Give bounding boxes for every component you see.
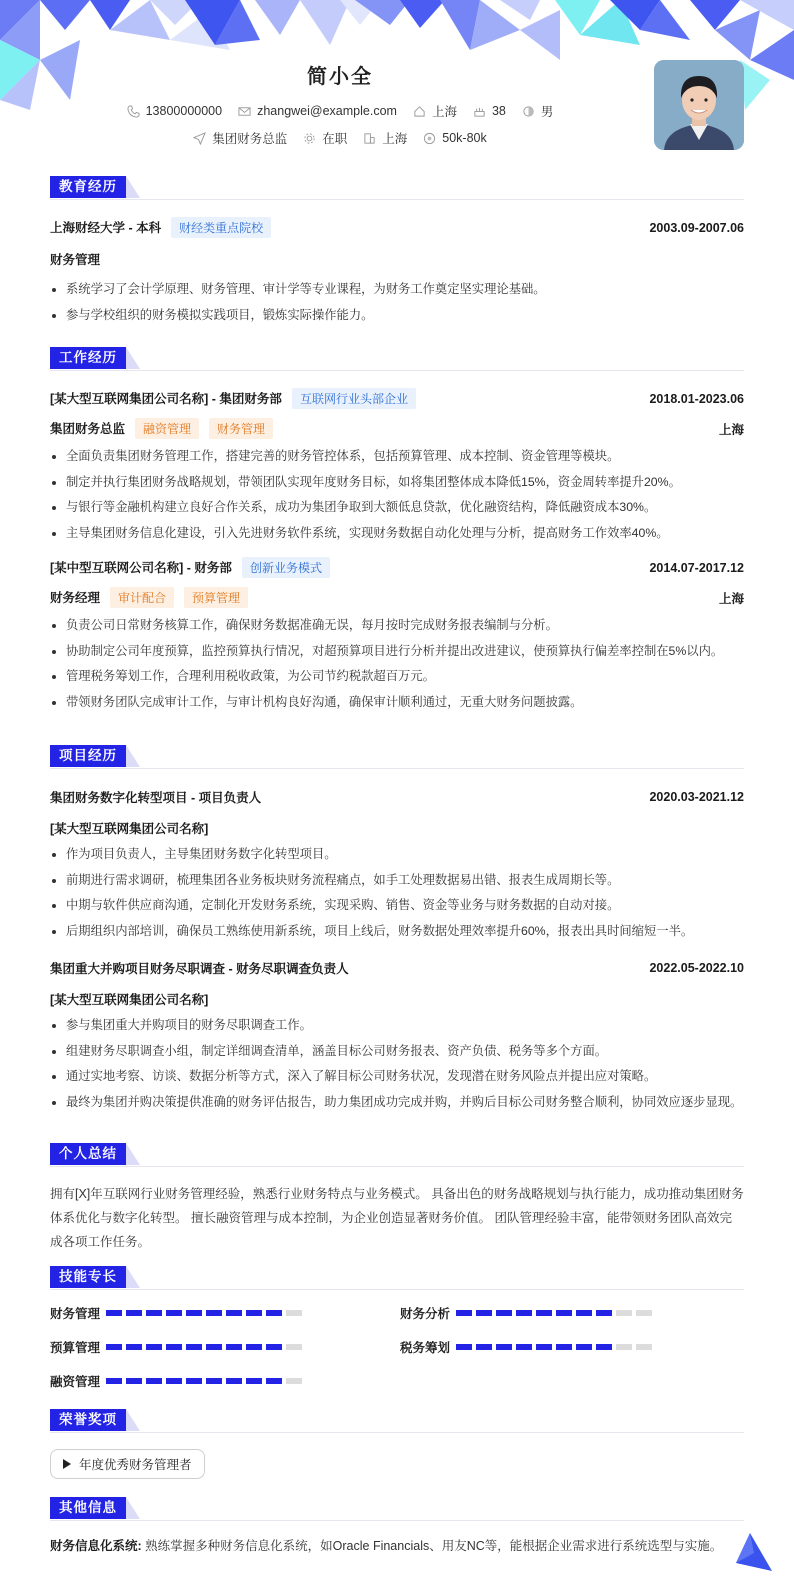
project-row bbox=[50, 959, 744, 977]
skill-level-bar bbox=[106, 1344, 306, 1350]
skill-name: 融资管理 bbox=[50, 1375, 101, 1389]
skill-segment bbox=[516, 1344, 532, 1350]
phone-item bbox=[127, 104, 222, 118]
position-item bbox=[193, 129, 287, 147]
skill-segment bbox=[266, 1344, 282, 1350]
project-date: 2022.05-2022.10 bbox=[649, 961, 744, 975]
skill-name: 财务管理 bbox=[50, 1307, 101, 1321]
skill-level-bar bbox=[106, 1378, 306, 1384]
position-text: 集团财务总监 bbox=[212, 132, 288, 146]
role-row bbox=[50, 587, 744, 608]
project-header bbox=[50, 745, 744, 769]
skill-name: 税务筹划 bbox=[400, 1341, 451, 1355]
skill-level-bar bbox=[456, 1344, 656, 1350]
email-item bbox=[238, 104, 397, 118]
project-title: 集团财务数字化转型项目 - 项目负责人 bbox=[50, 791, 262, 805]
list-item: 制定并执行集团财务战略规划，带领团队实现年度财务目标，如将集团整体成本降低15%，资金周转率提升20%。 bbox=[50, 470, 744, 496]
skill-segment bbox=[596, 1344, 612, 1350]
job-row bbox=[50, 557, 744, 578]
education-section bbox=[50, 176, 744, 328]
skill-segment bbox=[246, 1310, 262, 1316]
skill-segment bbox=[206, 1310, 222, 1316]
company-name: [某中型互联网公司名称] - 财务部 bbox=[50, 561, 232, 575]
list-item: 管理税务筹划工作，合理利用税收政策，为公司节约税款超百万元。 bbox=[50, 664, 744, 690]
skill-segment bbox=[226, 1310, 242, 1316]
list-item: 主导集团财务信息化建设，引入先进财务软件系统，实现财务数据自动化处理与分析，提高财务工作效率40%。 bbox=[50, 521, 744, 547]
skill-row bbox=[50, 1338, 306, 1356]
section-title: 个人总结 bbox=[50, 1143, 126, 1165]
company-tag: 创新业务模式 bbox=[242, 557, 330, 578]
skill-segment bbox=[516, 1310, 532, 1316]
skill-level-bar bbox=[106, 1310, 306, 1316]
salary-icon bbox=[423, 132, 436, 145]
gender-text: 男 bbox=[540, 105, 554, 119]
school-name: 上海财经大学 - 本科 bbox=[50, 221, 162, 235]
age-text: 38 bbox=[491, 104, 506, 118]
job-row bbox=[0, 129, 680, 147]
skill-segment bbox=[596, 1310, 612, 1316]
job-location: 上海 bbox=[718, 591, 744, 606]
skill-name: 预算管理 bbox=[50, 1341, 101, 1355]
job-bullets bbox=[50, 613, 744, 715]
project-company: [某大型互联网集团公司名称] bbox=[50, 993, 209, 1007]
skill-segment bbox=[496, 1310, 512, 1316]
project-company: [某大型互联网集团公司名称] bbox=[50, 822, 209, 836]
section-title: 项目经历 bbox=[50, 745, 126, 767]
role-tag: 融资管理 bbox=[135, 418, 199, 439]
skill-level-bar bbox=[456, 1310, 656, 1316]
section-title: 其他信息 bbox=[50, 1497, 126, 1519]
project-date: 2020.03-2021.12 bbox=[649, 790, 744, 804]
skill-segment bbox=[106, 1310, 122, 1316]
skill-segment bbox=[556, 1310, 572, 1316]
job-date: 2014.07-2017.12 bbox=[649, 560, 744, 575]
skill-segment bbox=[186, 1310, 202, 1316]
skill-segment bbox=[576, 1310, 592, 1316]
section-title: 荣誉奖项 bbox=[50, 1409, 126, 1431]
list-item: 系统学习了会计学原理、财务管理、审计学等专业课程，为财务工作奠定坚实理论基础。 bbox=[50, 277, 744, 303]
skill-segment bbox=[536, 1344, 552, 1350]
contact-row bbox=[0, 102, 680, 120]
skill-segment bbox=[106, 1378, 122, 1384]
list-item: 最终为集团并购决策提供准确的财务评估报告，助力集团成功完成并购，并购后目标公司财务整合顺利，协同效应逐步显现。 bbox=[50, 1090, 744, 1116]
avatar-illustration bbox=[654, 60, 744, 150]
skill-segment bbox=[636, 1344, 652, 1350]
skill-segment bbox=[246, 1344, 262, 1350]
skill-segment bbox=[166, 1378, 182, 1384]
list-item: 后期组织内部培训，确保员工熟练使用新系统，项目上线后，财务数据处理效率提升60%，报表出具时间缩短一半。 bbox=[50, 919, 744, 945]
section-title: 教育经历 bbox=[50, 176, 126, 198]
role-tag: 财务管理 bbox=[209, 418, 273, 439]
location-text: 上海 bbox=[431, 105, 457, 119]
list-item: 中期与软件供应商沟通，定制化开发财务系统，实现采购、销售、资金等业务与财务数据的自动对接。 bbox=[50, 893, 744, 919]
skill-segment bbox=[286, 1310, 302, 1316]
gender-icon bbox=[522, 105, 535, 118]
education-header bbox=[50, 176, 744, 200]
project-bullets bbox=[50, 1013, 744, 1115]
list-item: 参与学校组织的财务模拟实践项目，锻炼实际操作能力。 bbox=[50, 303, 744, 329]
education-row bbox=[50, 217, 744, 238]
skill-segment bbox=[456, 1344, 472, 1350]
skills-section bbox=[50, 1266, 744, 1389]
settings-icon bbox=[303, 132, 316, 145]
skill-name: 财务分析 bbox=[400, 1307, 451, 1321]
list-item: 参与集团重大并购项目的财务尽职调查工作。 bbox=[50, 1013, 744, 1039]
other-label: 财务信息化系统: bbox=[50, 1539, 142, 1553]
send-icon bbox=[193, 132, 206, 145]
skill-segment bbox=[146, 1310, 162, 1316]
skill-segment bbox=[186, 1344, 202, 1350]
role-title: 集团财务总监 bbox=[50, 422, 126, 436]
list-item: 全面负责集团财务管理工作，搭建完善的财务管控体系，包括预算管理、成本控制、资金管理等模块。 bbox=[50, 444, 744, 470]
work-header bbox=[50, 347, 744, 371]
skill-segment bbox=[476, 1344, 492, 1350]
skill-segment bbox=[146, 1344, 162, 1350]
skill-row bbox=[400, 1304, 656, 1322]
school-tag: 财经类重点院校 bbox=[171, 217, 271, 238]
list-item: 前期进行需求调研，梳理集团各业务板块财务流程痛点，如手工处理数据易出错、报表生成周期长等。 bbox=[50, 868, 744, 894]
section-title: 技能专长 bbox=[50, 1266, 126, 1288]
skill-segment bbox=[126, 1378, 142, 1384]
candidate-name: 简小全 bbox=[307, 66, 373, 88]
skills-header bbox=[50, 1266, 744, 1290]
skill-segment bbox=[456, 1310, 472, 1316]
role-tag: 预算管理 bbox=[184, 587, 248, 608]
skill-row bbox=[50, 1372, 306, 1390]
gender-item bbox=[522, 102, 554, 120]
role-title: 财务经理 bbox=[50, 591, 101, 605]
list-item: 与银行等金融机构建立良好合作关系，成功为集团争取到大额低息贷款，优化融资结构，降低融资成本30%。 bbox=[50, 495, 744, 521]
education-bullets bbox=[50, 277, 744, 328]
salary-item bbox=[423, 131, 486, 145]
skill-segment bbox=[266, 1378, 282, 1384]
job-location: 上海 bbox=[718, 422, 744, 437]
skill-segment bbox=[186, 1378, 202, 1384]
phone-text: 13800000000 bbox=[145, 104, 223, 118]
other-row bbox=[50, 1536, 744, 1554]
skill-segment bbox=[206, 1378, 222, 1384]
award-label: 年度优秀财务管理者 bbox=[79, 1458, 192, 1472]
list-item: 协助制定公司年度预算，监控预算执行情况，对超预算项目进行分析并提出改进建议，使预算执行偏差率控制在5%以内。 bbox=[50, 639, 744, 665]
play-icon bbox=[63, 1459, 71, 1469]
skill-segment bbox=[166, 1344, 182, 1350]
project-bullets bbox=[50, 842, 744, 944]
status-text: 在职 bbox=[322, 132, 348, 146]
summary-header bbox=[50, 1143, 744, 1167]
other-header bbox=[50, 1497, 744, 1521]
skill-segment bbox=[286, 1344, 302, 1350]
company-name: [某大型互联网集团公司名称] - 集团财务部 bbox=[50, 392, 282, 406]
summary-section bbox=[50, 1143, 744, 1254]
skill-segment bbox=[616, 1310, 632, 1316]
status-item bbox=[303, 129, 347, 147]
phone-icon bbox=[127, 105, 140, 118]
cake-icon bbox=[473, 105, 486, 118]
skill-segment bbox=[496, 1344, 512, 1350]
other-text: 熟练掌握多种财务信息化系统，如Oracle Financials、用友NC等，能根据企业需求进行系统选型与实施。 bbox=[145, 1539, 723, 1553]
skill-segment bbox=[476, 1310, 492, 1316]
project-title: 集团重大并购项目财务尽职调查 - 财务尽职调查负责人 bbox=[50, 962, 349, 976]
age-item bbox=[473, 104, 506, 118]
salary-text: 50k-80k bbox=[442, 131, 487, 145]
skill-segment bbox=[286, 1378, 302, 1384]
award-chip[interactable] bbox=[50, 1449, 205, 1479]
skill-segment bbox=[226, 1344, 242, 1350]
role-tag: 审计配合 bbox=[110, 587, 174, 608]
building-icon bbox=[363, 132, 376, 145]
skill-segment bbox=[166, 1310, 182, 1316]
mail-icon bbox=[238, 105, 251, 118]
list-item: 作为项目负责人，主导集团财务数字化转型项目。 bbox=[50, 842, 744, 868]
list-item: 通过实地考察、访谈、数据分析等方式，深入了解目标公司财务状况，发现潜在财务风险点并提出应对策略。 bbox=[50, 1064, 744, 1090]
skill-row bbox=[400, 1338, 656, 1356]
skill-segment bbox=[636, 1310, 652, 1316]
skill-segment bbox=[536, 1310, 552, 1316]
list-item: 组建财务尽职调查小组，制定详细调查清单，涵盖目标公司财务报表、资产负债、税务等多个方面。 bbox=[50, 1039, 744, 1065]
skill-segment bbox=[206, 1344, 222, 1350]
job-bullets bbox=[50, 444, 744, 546]
home-icon bbox=[413, 105, 426, 118]
role-row bbox=[50, 418, 744, 439]
location-item bbox=[413, 102, 457, 120]
skill-segment bbox=[556, 1344, 572, 1350]
awards-section bbox=[50, 1409, 744, 1479]
job-date: 2018.01-2023.06 bbox=[649, 391, 744, 406]
skill-segment bbox=[246, 1378, 262, 1384]
city-text: 上海 bbox=[382, 132, 408, 146]
list-item: 带领财务团队完成审计工作，与审计机构良好沟通，确保审计顺利通过，无重大财务问题披露。 bbox=[50, 690, 744, 716]
skill-segment bbox=[146, 1378, 162, 1384]
city-item bbox=[363, 129, 407, 147]
project-section bbox=[50, 745, 744, 1115]
job-row bbox=[50, 388, 744, 409]
skill-segment bbox=[106, 1344, 122, 1350]
profile-photo bbox=[654, 60, 744, 150]
project-row bbox=[50, 788, 744, 806]
section-title: 工作经历 bbox=[50, 347, 126, 369]
skill-segment bbox=[126, 1344, 142, 1350]
education-date: 2003.09-2007.06 bbox=[649, 220, 744, 235]
email-text: zhangwei@example.com bbox=[257, 104, 397, 118]
skill-segment bbox=[616, 1344, 632, 1350]
awards-header bbox=[50, 1409, 744, 1433]
skill-segment bbox=[266, 1310, 282, 1316]
corner-logo bbox=[736, 1533, 772, 1571]
other-section bbox=[50, 1497, 744, 1554]
work-section bbox=[50, 347, 744, 715]
skill-row bbox=[50, 1304, 306, 1322]
skill-segment bbox=[226, 1378, 242, 1384]
company-tag: 互联网行业头部企业 bbox=[292, 388, 416, 409]
skill-segment bbox=[126, 1310, 142, 1316]
skill-segment bbox=[576, 1344, 592, 1350]
summary-text: 拥有[X]年互联网行业财务管理经验，熟悉行业财务特点与业务模式。 具备出色的财务战略规划与执行能力，成功推动集团财务体系优化与数字化转型。 擅长融资管理与成本控制，为企业创造显著财务价值。 团队管理经验丰富，能带领财务团队高效完成各项工作任务。 bbox=[50, 1187, 744, 1249]
major: 财务管理 bbox=[50, 253, 101, 267]
list-item: 负责公司日常财务核算工作，确保财务数据准确无误，每月按时完成财务报表编制与分析。 bbox=[50, 613, 744, 639]
